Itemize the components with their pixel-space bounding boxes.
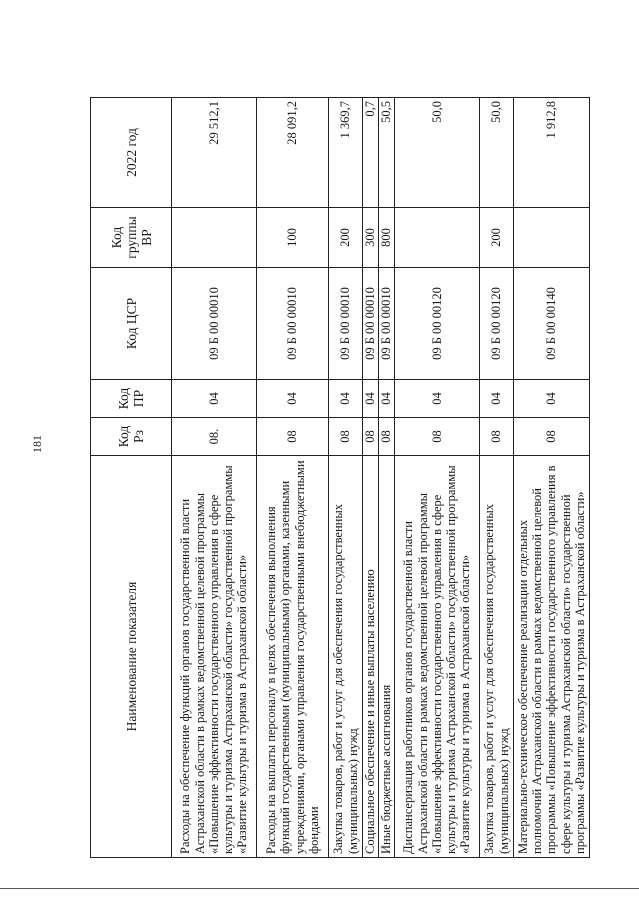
cell-csr: 09 Б 00 00010 (257, 268, 329, 380)
cell-csr: 09 Б 00 00010 (379, 268, 395, 380)
cell-rz: 08 (480, 418, 514, 456)
table-row (379, 98, 395, 858)
cell-value: 0,7 (363, 98, 379, 208)
header-pr: Код ПР (91, 380, 172, 418)
cell-vr: 100 (257, 208, 329, 268)
table-row (395, 98, 480, 858)
cell-pr: 04 (363, 380, 379, 418)
cell-rz: 08 (257, 418, 329, 456)
cell-csr: 09 Б 00 00140 (514, 268, 590, 380)
cell-value: 1 912,8 (514, 98, 590, 208)
cell-pr: 04 (257, 380, 329, 418)
table-row (172, 98, 257, 858)
cell-name: Диспансеризация работников органов государственной власти Астраханской области в рамках ведомственной целевой программы «Повышение эффективности государственного управления в сфере культуры и туризма Астраханской области» государственной программы «Развитие культуры и туризма в Астраханской области» (395, 456, 480, 858)
table-row (514, 98, 590, 858)
cell-value: 29 512,1 (172, 98, 257, 208)
cell-name: Закупка товаров, работ и услуг для обеспечения государственных (муниципальных) нужд (329, 456, 363, 858)
cell-pr: 04 (514, 380, 590, 418)
cell-name: Закупка товаров, работ и услуг для обеспечения государственных (муниципальных) нужд (480, 456, 514, 858)
budget-table (90, 97, 590, 858)
cell-csr: 09 Б 00 00010 (363, 268, 379, 380)
page-number: 181 (30, 435, 44, 453)
cell-csr: 09 Б 00 00120 (395, 268, 480, 380)
cell-name: Расходы на выплаты персоналу в целях обеспечения выполнения функций государственными (муниципальными) органами, казенными учреждениями, органами управления государственными внебюджетными фондами (257, 456, 329, 858)
cell-value: 50,0 (480, 98, 514, 208)
header-csr: Код ЦСР (91, 268, 172, 380)
cell-name: Материально-техническое обеспечение реализации отдельных полномочий Астраханской области в рамках ведомственной целевой программы «Повышение эффективности государственного управления в сфере культуры и туризма Астраханской области» государственной программы «Развитие культуры и туризма в Астраханской области» (514, 456, 590, 858)
cell-rz: 08 (379, 418, 395, 456)
table-row (363, 98, 379, 858)
cell-value: 50,0 (395, 98, 480, 208)
cell-vr: 200 (480, 208, 514, 268)
cell-rz: 08 (363, 418, 379, 456)
cell-vr (514, 208, 590, 268)
cell-rz: 08 (329, 418, 363, 456)
cell-name: Социальное обеспечение и иные выплаты населению (363, 456, 379, 858)
cell-vr: 300 (363, 208, 379, 268)
cell-vr: 200 (329, 208, 363, 268)
cell-csr: 09 Б 00 00010 (329, 268, 363, 380)
cell-vr (172, 208, 257, 268)
cell-name: Иные бюджетные ассигнования (379, 456, 395, 858)
cell-rz: 08 (514, 418, 590, 456)
cell-name: Расходы на обеспечение функций органов государственной власти Астраханской области в рамках ведомственной целевой программы «Повышение эффективности государственного управления в сфере культуры и туризма Астраханской области» государственной программы «Развитие культуры и туризма в Астраханской области» (172, 456, 257, 858)
header-rz: Код Рз (91, 418, 172, 456)
table-row (257, 98, 329, 858)
table-row (329, 98, 363, 858)
cell-pr: 04 (379, 380, 395, 418)
cell-vr (395, 208, 480, 268)
cell-pr: 04 (395, 380, 480, 418)
cell-value: 28 091,2 (257, 98, 329, 208)
page-bottom-divider (0, 888, 639, 889)
cell-rz: 08. (172, 418, 257, 456)
header-vr: Код группы ВР (91, 208, 172, 268)
cell-vr: 800 (379, 208, 395, 268)
header-year: 2022 год (91, 98, 172, 208)
cell-pr: 04 (329, 380, 363, 418)
cell-value: 1 369,7 (329, 98, 363, 208)
table-row (480, 98, 514, 858)
cell-csr: 09 Б 00 00010 (172, 268, 257, 380)
rotated-table-container (90, 98, 590, 858)
cell-pr: 04 (480, 380, 514, 418)
cell-rz: 08 (395, 418, 480, 456)
header-name: Наименование показателя (91, 456, 172, 858)
cell-value: 50,5 (379, 98, 395, 208)
cell-pr: 04 (172, 380, 257, 418)
table-header-row (91, 98, 172, 858)
cell-csr: 09 Б 00 00120 (480, 268, 514, 380)
